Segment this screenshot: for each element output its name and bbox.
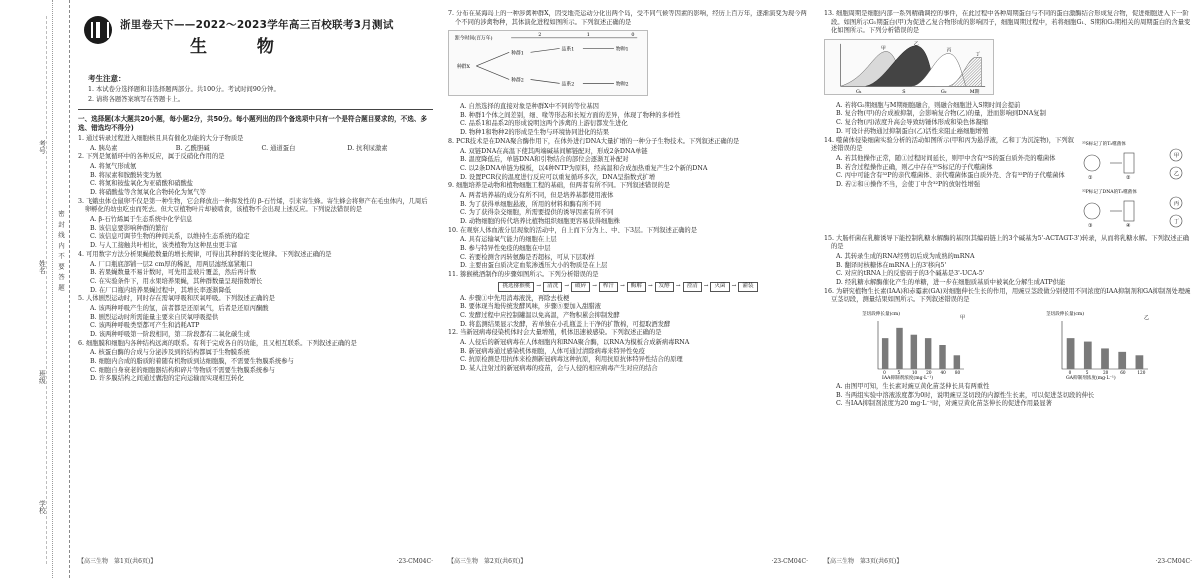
option: A. 将氮气形成氨 — [90, 162, 137, 170]
option: D. 将硝酸盐等含氮氧化合物转化为氮气等 — [90, 189, 206, 197]
option: D. 抗利尿激素 — [347, 144, 388, 152]
flow-step: 榨汁 — [599, 282, 618, 292]
page-3 — [824, 10, 1192, 570]
question-12: 12. 当新冠病毒侵染机体时会大量增殖，机体迅速被感染。下列叙述正确的是 — [448, 329, 662, 337]
footer-page: 【高三生物 第3页(共6页)】 — [824, 557, 903, 565]
options-1 — [78, 145, 433, 154]
option: A. 双链DNA在高温下使其两端碱基间解链配对，形成2条DNA单链 — [460, 147, 648, 155]
question-13: 13. 细胞周期是细胞内部一系列精确调控的事件，在此过程中各种周期蛋白与不同的蛋白激酶结合形成复合物，促进细胞进入下一阶段。如图所示G₁期蛋白(甲)为促进乙复合物形成的影响因子，细胞周期过程中，若将细胞G₁、S期和G₂期相关的周期蛋白的含量变化如图所示。下列分析错误的是 — [824, 10, 1191, 35]
bar — [1118, 352, 1126, 369]
binding-margin — [0, 0, 70, 578]
option: A. 两者培养基的成分有所不同，但是培养基都使用液体 — [460, 191, 614, 199]
option: A. 若将G₂期细胞与M期细胞融合，则融合细胞进入S期时间会提前 — [836, 101, 1021, 109]
panel-label: 乙 — [1144, 315, 1150, 321]
option: B. 剧烈运动时所需能量主要来自厌氧呼吸提供 — [90, 313, 219, 321]
option: C. 在实验条件下，用水果培养果蝇，其种群数量呈现指数增长 — [90, 277, 263, 285]
x-axis-label: IAA抑制剂浓度(mg·L⁻¹) — [882, 376, 934, 381]
page-footer — [824, 558, 1192, 566]
option: D. 在厂口瓶内培养果蝇过程中，其增长率逐渐降低 — [90, 286, 232, 294]
result-label: 乙 — [1174, 170, 1180, 177]
option: A. 该两种呼吸产生的氢，前者都是还原氧气，后者是还原丙酮酸 — [90, 304, 269, 312]
iaa-inhibitor-chart — [860, 307, 972, 381]
option: C. 丙中可能含有³²P的亲代噬菌体、亲代噬菌体蛋白质外壳、含有³²P的子代噬菌体 — [836, 172, 1065, 180]
tick-label: 80 — [954, 370, 961, 375]
hormone-charts — [824, 307, 1192, 381]
option: B. 该信息要影响种群的繁衍 — [90, 224, 168, 232]
option: D. 经乳糖水解酶催化产生的单糖，进一步在细胞质基质中被氧化分解生成ATP供能 — [836, 278, 1066, 286]
option: B. 若果蝇数量不易计数时，可先用盖玻片覆盖，然后再计数 — [90, 269, 257, 277]
option: B. 参与特异性免疫的细胞在中层 — [460, 245, 551, 253]
node: 物种1 — [615, 47, 629, 53]
flow-step: 挑选猕猴桃 — [498, 282, 534, 292]
label-kaohao: 考号 — [37, 140, 46, 154]
tick-label: 0 — [1068, 370, 1072, 375]
flow-step: 发酵 — [655, 282, 674, 292]
option: C. 抗原检测是用抗体来检测新冠病毒这种抗原，利用抗原抗体特异性结合的原理 — [460, 356, 683, 364]
chart-axes — [878, 321, 964, 369]
tick-label: 0 — [883, 370, 886, 375]
diagram-label: ³²P标记了DNA的T₂噬菌体 — [1082, 189, 1137, 195]
result-label: 甲 — [1174, 152, 1180, 159]
option: D. 许多膜结构之间通过囊泡的定向运输而实现相互转化 — [90, 375, 244, 383]
exam-title: 浙里卷天下——2022～2023学年高三百校联考3月测试 — [120, 19, 394, 31]
q14-block — [824, 137, 1192, 235]
option: A. 由图甲可知，生长素对豌豆黄化苗茎伸长具有两重性 — [836, 383, 990, 390]
question-9: 9. 细胞培养是动物和植物细胞工程的基础，但两者有所不同。下列叙述错误的是 — [448, 182, 671, 190]
bar — [1084, 342, 1092, 369]
bar — [954, 355, 960, 369]
option: B. 当两组实验中溶液浓度都为0时，说明豌豆茎切段的内源性生长素，可以促进茎切段的伸长 — [836, 391, 1095, 399]
question-3: 3. 飞蛾虫体仓鼠卵不仅是第一种生物，它会释放出一种挥发性的 β-石竹烯，引来寄生蜂。寄生蜂会将卵产在毛虫体内，几周后卵孵化的幼虫吃虫而死去。但大豆植物叶片却被啮食，该植物不会出现上述反应。下列说法错误的是 — [78, 197, 428, 214]
curve-label: 乙 — [913, 41, 919, 47]
option: A. 核蛋白酶的合成与分泌涉及到的结构都属于生物膜系统 — [90, 349, 250, 357]
footer-page: 【高三生物 第1页(共6页)】 — [78, 557, 157, 565]
option: C. 若要检测含丙转氨酶是否超标，可从下层取样 — [460, 253, 595, 261]
bar — [1101, 348, 1109, 369]
option: A. β-石竹烯属于生态系统中化学信息 — [90, 216, 193, 224]
page-footer — [448, 558, 808, 566]
question-7: 7. 分布在某海岛上的一种涉禽种群X，因受地壳运动分化出两个岛，受不同气候等因素的影响，经历上百万年，逐渐演变为现今两个不同的涉禽物种，其体演化进程如图所示。下列叙述正确的是 — [448, 10, 807, 26]
option: B. 细胞内合成的脂质附着随有机物质到达细胞膜，不需要生物膜系统参与 — [90, 358, 294, 366]
step-label: ④ — [1126, 222, 1131, 229]
question-5: 5. 人体剧烈运动时，同时存在需氧呼吸和厌氧呼吸。下列叙述正确的是 — [78, 295, 275, 303]
bar — [939, 345, 945, 369]
notice-item: 1. 本试卷分选择题和非选择题两部分。共100分。考试时间90分钟。 — [88, 86, 280, 94]
tick: 2 — [538, 33, 542, 39]
phase-label: G₁ — [855, 90, 862, 96]
y-axis-label: 茎切段伸长量(cm) — [862, 312, 901, 317]
page-footer — [78, 558, 433, 566]
exam-header — [78, 10, 433, 68]
question-6: 6. 细胞膜和细胞内各种结构远离的联系。有利于完成各自的功能，且又相互联系。下列叙述正确的是 — [78, 339, 357, 347]
flow-step: 酶解 — [627, 282, 646, 292]
step-label: ③ — [1088, 222, 1093, 229]
phase-label: S — [902, 90, 906, 96]
axis-label: 距今时间(百万年) — [454, 37, 493, 43]
step-label: ① — [1088, 174, 1093, 181]
phase-label: M期 — [969, 90, 980, 96]
cell-cycle-graph — [824, 39, 994, 95]
footer-code: ·23-CM04C· — [1155, 557, 1192, 565]
option: C. 细胞自身衰老的细胞器结构和碎片等物质不需要生物膜系统参与 — [90, 366, 275, 374]
option: B. 要体现当地传统发酵风味，步骤⑤要加入甜腊液 — [460, 303, 601, 311]
option: C. 该两种呼吸类型都可产生和消耗ATP — [90, 322, 200, 330]
question-2: 2. 下列是氮循环中的各种反应，属于反硝化作用的是 — [78, 153, 225, 161]
tick: 1 — [586, 33, 590, 39]
step-label: ② — [1126, 174, 1131, 181]
bar — [1067, 338, 1075, 369]
result-label: 丁 — [1174, 218, 1180, 225]
option: A. 自然选择的直接对象是种群X中不同的等位基因 — [460, 103, 599, 111]
question-14: 14. 噬菌体侵染细菌实验分析的活动如图所示(甲和丙为悬浮液，乙和丁为沉淀物)，下列叙述错误的是 — [824, 136, 1074, 153]
y-axis-label: 茎切段伸长量(cm) — [1046, 312, 1085, 317]
bar — [896, 328, 902, 369]
option: D. 物种1和物种2的形成是生物与环境协同进化的结果 — [460, 129, 610, 137]
node: 种群2 — [511, 78, 524, 84]
notice-title: 考生注意： — [88, 74, 126, 83]
option: B. 新冠病毒通过感染机体细胞，人体可通过清除病毒来特异性免疫 — [460, 347, 645, 355]
question-1: 1. 通过转录过程进入细胞核且具有催化功能的大分子物质是 — [78, 134, 244, 142]
option: D. 与人工接触共叶相比，该类植物为这种昆虫更丰富 — [90, 242, 238, 250]
tick-label: 60 — [1120, 370, 1126, 375]
tick-label: 5 — [897, 370, 901, 375]
curve-label: 甲 — [881, 46, 886, 52]
flow-step: 破碎 — [571, 282, 590, 292]
option: B. 种群1个体之间差别，细、喙等形态和长短方面的差异，体现了物种的多样性 — [460, 111, 681, 119]
option: D. 可设计药物通过抑制蛋白(乙)活性来阻止癌细胞增殖 — [836, 127, 989, 135]
node: 种群1 — [511, 51, 524, 57]
question-11: 11. 猕猴桃酒制作的步骤如图所示。下列分析错误的是 — [448, 271, 599, 279]
question-15: 15. 大肠杆菌在乳糖诱导下能控制乳糖水解酶的基因(其编码链上的3个碱基为5'-ACTAGT-3')转录，从而将乳糖水解。下列叙述正确的是 — [824, 234, 1190, 251]
footer-page: 【高三生物 第2页(共6页)】 — [448, 557, 527, 565]
option: B. 将尿素和胺酸转变为氨 — [90, 171, 162, 179]
option: B. 若含过程操作正确，则乙中存在³⁵S标记的子代噬菌体 — [836, 163, 993, 171]
curve-label: 丁 — [975, 52, 981, 58]
option: B. 翻译时核糖体在mRNA上的3'移向5' — [836, 261, 947, 269]
process-flow: 挑选猕猴桃 → 清洗 → 破碎 → 榨汁 → 酶解 → 发酵 → 澄清 → 灭菌 → 灌装 — [448, 282, 808, 292]
option: A. 其转录生成的RNA经剪切后成为成熟的mRNA — [836, 252, 975, 260]
question-10: 10. 在观察人体血液分层现象的活动中，自上而下分为上、中、下3层。下列叙述正确的是 — [448, 226, 698, 234]
option: C. 复合物(丙)浓度升高会导致纺锤体形成和染色体凝缩 — [836, 119, 989, 127]
option: C. 当IAA抑制剂浓度为20 mg·L⁻¹时，对豌豆黄化苗茎伸长的促进作用最显著 — [836, 400, 1052, 408]
notice-item: 2. 请将各题答案填写在答题卡上。 — [88, 96, 185, 104]
tick: 0 — [631, 33, 635, 39]
bar — [911, 335, 917, 369]
option: A. 若其他操作正常，随①过程时间延长，则甲中含有³²S的蛋白质外壳的噬菌体 — [836, 154, 1056, 162]
section-heading: 一、选择题(本大题共20小题，每小题2分，共50分。每小题列出的四个备选项中只有一个是符合题目要求的，不选、多选、错选均不得分) — [78, 114, 428, 132]
option: C. 将氮和铵盐氧化为亚硝酸和硝酸盐 — [90, 180, 194, 188]
seal-text: 密 封 线 内 不 要 答 题 — [56, 210, 65, 292]
footer-code: ·23-CM04C· — [771, 557, 808, 565]
page-2 — [448, 10, 808, 570]
cut-line — [52, 0, 53, 578]
curve-label: 丙 — [946, 48, 952, 54]
flow-step: 灭菌 — [710, 282, 729, 292]
node: 品系1 — [561, 47, 575, 53]
flow-step: 清洗 — [543, 282, 562, 292]
label-class: 班级 — [37, 370, 46, 384]
tick-label: 5 — [1085, 370, 1089, 375]
flow-step: 灌装 — [738, 282, 757, 292]
phase-label: G₂ — [940, 90, 947, 96]
bar — [925, 338, 931, 369]
option: C. 发酵过程中应控制罐温以免高温，产物积累会抑制发酵 — [460, 311, 620, 319]
option: D. 该两种呼吸第一阶段相同，第二阶段都有二氧化碳生成 — [90, 331, 250, 339]
option: B. 复合物(甲)的合成被抑制，会影响复合物(乙)的量，进而影响到DNA复制 — [836, 110, 1046, 118]
option: C. 为了获得杂交细胞，所需要提供的诱导因素有所不同 — [460, 209, 614, 217]
bar — [882, 338, 888, 369]
node: 种群X — [456, 65, 470, 71]
publisher-logo — [84, 16, 112, 44]
ga-inhibitor-chart — [1044, 307, 1156, 381]
panel-label: 甲 — [960, 315, 966, 321]
tick-label: 120 — [1137, 370, 1146, 375]
question-16: 16. 为研究植物生长素(IAA)和赤霉素(GA)对细胞伸长生长的作用，用豌豆茎段做分别使用不同浓度的IAA抑制剂和GA抑制剂处理豌豆茎切段，测量结果如图所示。下列叙述错误的是 — [824, 287, 1191, 304]
x-axis-label: GA抑制剂浓度(mg·L⁻¹) — [1066, 376, 1116, 381]
option: A. 步骤①中先用消毒液洗，再除去枝梗 — [460, 294, 570, 302]
diagram-label: ³⁵S标记了的T₂噬菌体 — [1082, 141, 1126, 147]
tick-label: 40 — [940, 370, 946, 375]
option: D. 设置PCR仪的温度进行反应可以重复循环多次，DNA呈指数式扩增 — [460, 173, 656, 181]
question-4: 4. 可用数字方法分析果蝇般数量的增长规律，可得出其种群的变化规律。下列叙述正确的是 — [78, 250, 332, 258]
option: C. 通道蛋白 — [261, 144, 296, 152]
tick-label: 20 — [926, 370, 932, 375]
node: 品系2 — [561, 82, 575, 88]
option: C. 以2条DNA单链为模板，以4种NTP为原料，经高温和合成加热重复产生2个新的DNA — [460, 164, 708, 172]
option: D. 将监测结果显示发酵，若单独在小孔瓶盖上干净的扩散棉，可提取酒发酵 — [460, 320, 671, 328]
option: A. 胰岛素 — [90, 144, 118, 152]
tick-label: 20 — [1103, 370, 1109, 375]
tick-label: 10 — [911, 370, 918, 375]
question-8: 8. PCR技术是在DNA聚合酶作用下，在体外进行DNA大量扩增的一种分子生物技术。下列叙述正确的是 — [448, 137, 740, 145]
footer-code: ·23-CM04C· — [396, 557, 433, 565]
seal-line — [46, 16, 47, 564]
option: A. 人侵后的新冠病毒在人体细胞内和RNA聚合酶，以RNA为模板合成新病毒RNA — [460, 338, 690, 346]
node: 物种2 — [615, 82, 629, 88]
result-label: 丙 — [1174, 200, 1180, 207]
option: C. 品系1和品系2的形成说明这两个涉禽的上游衍都发生进化 — [460, 120, 628, 128]
option: B. 乙酰胆碱 — [175, 144, 210, 152]
option: D. 某人注射过的新冠病毒的疫苗，会与人侵的相应病毒产生对应的结合 — [460, 365, 658, 373]
option: A. 具有运输氧气能力的细胞在上层 — [460, 236, 557, 244]
speciation-diagram — [448, 30, 648, 96]
option: B. 温度降低后，单链DNA和引物结合的部位会逐渐互补配对 — [460, 156, 629, 164]
flow-step: 澄清 — [683, 282, 702, 292]
label-name: 姓名 — [37, 260, 46, 274]
phage-experiment-diagram — [1080, 137, 1192, 235]
option: C. 对应的tRNA上的反密码子的3个碱基是3'-UCA-5' — [836, 270, 985, 278]
q13-block — [824, 10, 1192, 37]
bar — [1136, 355, 1144, 369]
option: B. 为了获得单细胞悬液，所用的材料和酶有所不同 — [460, 200, 601, 208]
subject-title: 生 物 — [190, 37, 296, 58]
option: D. 若②和④操作不当，会使丁中含³²P的放射性增强 — [836, 180, 981, 188]
notice — [78, 86, 433, 104]
option: C. 该信息可调节生物的种间关系，以维持生态系统的稳定 — [90, 233, 250, 241]
option: D. 动物细胞的传代培养比植物组织细胞更容易获得细胞株 — [460, 218, 620, 225]
option: A. 厂口瓶底部铺一层2 cm厚的稀泥，用两层滤纸塞紧瓶口 — [90, 260, 253, 268]
label-school: 学校 — [37, 500, 46, 514]
option: D. 主要由蛋白质决定血浆渗透压大小的物质是在上层 — [460, 262, 608, 270]
page-1 — [78, 10, 433, 570]
